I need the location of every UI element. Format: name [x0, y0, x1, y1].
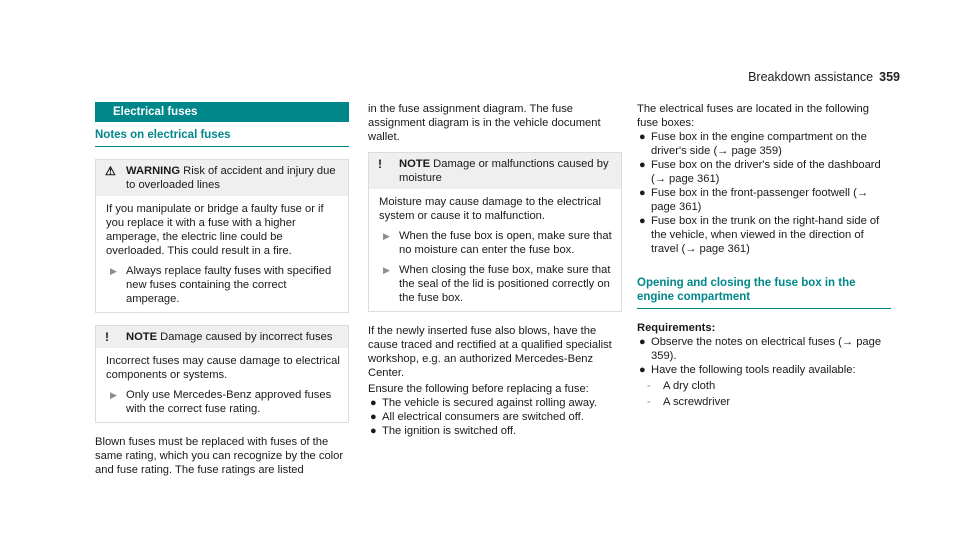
- paragraph-fuse-blows: If the newly inserted fuse also blows, have the cause traced and rectified at a qualified specialist workshop, e.g. an authorized Mercedes-Benz Center.: [368, 325, 612, 379]
- paragraph-fuse-diagram: in the fuse assignment diagram. The fuse assignment diagram is in the vehicle document wallet.: [368, 103, 601, 143]
- paragraph-fuse-locations: The electrical fuses are located in the following fuse boxes:: [637, 103, 869, 129]
- requirements-label: Requirements:: [637, 322, 716, 334]
- bullet-icon: ●: [370, 425, 377, 437]
- running-title: Breakdown assistance: [748, 70, 874, 84]
- note-step-text: When closing the fuse box, make sure that the seal of the lid is positioned correctly on the fuse box.: [399, 264, 611, 304]
- list-item: [368, 410, 622, 424]
- tool-item-text: A dry cloth: [663, 380, 716, 392]
- note-exclamation-icon: !: [378, 157, 382, 171]
- list-item-text[interactable]: Observe the notes on electrical fuses (→ page 359).: [651, 336, 882, 362]
- note-body: [96, 348, 348, 422]
- warning-body-text: If you manipulate or bridge a faulty fuse or if you replace it with a fuse with a higher amperage, the electric line could be overloaded. This could result in a fire.: [106, 203, 324, 257]
- column-2: [368, 102, 622, 438]
- list-item: [368, 424, 622, 438]
- list-item-text[interactable]: Fuse box in the trunk on the right-hand side of the vehicle, when viewed in the direction of travel (→ page 361): [651, 215, 880, 255]
- list-item: [637, 363, 891, 377]
- bullet-icon: ●: [639, 131, 646, 143]
- subheading-fuse-box: Opening and closing the fuse box in the engine compartment: [637, 276, 891, 309]
- note-step: [106, 388, 340, 416]
- list-item: [637, 186, 891, 214]
- warning-label: WARNING: [126, 165, 181, 177]
- note-body-text: Moisture may cause damage to the electrical system or cause it to malfunction.: [379, 196, 601, 222]
- note-box: [95, 325, 349, 423]
- warning-step-text: Always replace faulty fuses with specified new fuses containing the correct amperage.: [126, 265, 332, 305]
- note-header: [96, 326, 348, 348]
- bullet-icon: ●: [639, 336, 646, 348]
- warning-header: [96, 160, 348, 196]
- list-item-text: All electrical consumers are switched off.: [382, 411, 584, 423]
- paragraph-blown-fuses: Blown fuses must be replaced with fuses of the same rating, which you can recognize by the color and fuse rating. The fuse ratings are listed: [95, 436, 344, 476]
- bullet-icon: ●: [639, 159, 646, 171]
- paragraph-ensure: Ensure the following before replacing a fuse:: [368, 383, 589, 395]
- note-body: [369, 189, 621, 311]
- page-header: [748, 70, 900, 84]
- warning-box: [95, 159, 349, 313]
- note-exclamation-icon: !: [105, 330, 109, 344]
- page-number: 359: [879, 70, 900, 84]
- note-step-text: When the fuse box is open, make sure that no moisture can enter the fuse box.: [399, 230, 612, 256]
- bullet-icon: ●: [639, 364, 646, 376]
- step-arrow-icon: ▶: [110, 390, 117, 400]
- list-item-text: Have the following tools readily available:: [651, 364, 856, 376]
- note-step: [379, 263, 613, 305]
- list-item: [637, 335, 891, 363]
- dash-icon: -: [647, 396, 651, 408]
- note-body-text: Incorrect fuses may cause damage to electrical components or systems.: [106, 355, 340, 381]
- bullet-icon: ●: [370, 397, 377, 409]
- warning-head-text: Risk of accident and injury due to overloaded lines: [126, 165, 336, 191]
- list-item-text[interactable]: Fuse box on the driver's side of the dashboard (→ page 361): [651, 159, 881, 185]
- step-arrow-icon: ▶: [383, 265, 390, 275]
- tool-item: [637, 379, 891, 393]
- note-label: NOTE: [126, 331, 158, 343]
- dash-icon: -: [647, 380, 651, 392]
- tool-item: [637, 395, 891, 409]
- list-item: [637, 214, 891, 256]
- bullet-icon: ●: [639, 187, 646, 199]
- list-item-text[interactable]: Fuse box in the engine compartment on the driver's side (→ page 359): [651, 131, 867, 157]
- note-step: [379, 229, 613, 257]
- list-item: [637, 130, 891, 158]
- warning-body: [96, 196, 348, 312]
- bullet-icon: ●: [639, 215, 646, 227]
- tool-item-text: A screwdriver: [663, 396, 731, 408]
- note-head-text: Damage caused by incorrect fuses: [157, 331, 333, 343]
- list-item-text: The ignition is switched off.: [382, 425, 517, 437]
- note-header: [369, 153, 621, 189]
- bullet-icon: ●: [370, 411, 377, 423]
- note-step-text: Only use Mercedes-Benz approved fuses with the correct fuse rating.: [126, 389, 332, 415]
- subheading-notes: Notes on electrical fuses: [95, 128, 349, 147]
- note-label: NOTE: [399, 158, 431, 170]
- note-box: [368, 152, 622, 312]
- list-item-text: The vehicle is secured against rolling away.: [382, 397, 597, 409]
- column-3: [637, 102, 891, 409]
- warning-triangle-icon: ⚠: [105, 164, 116, 178]
- list-item-text[interactable]: Fuse box in the front-passenger footwell (→ page 361): [651, 187, 869, 213]
- column-1: [95, 102, 349, 477]
- note-head-text: Damage or malfunctions caused by moisture: [399, 158, 609, 184]
- step-arrow-icon: ▶: [383, 231, 390, 241]
- section-title-bar: Electrical fuses: [95, 102, 349, 122]
- list-item: [368, 396, 622, 410]
- list-item: [637, 158, 891, 186]
- step-arrow-icon: ▶: [110, 266, 117, 276]
- warning-step: [106, 264, 340, 306]
